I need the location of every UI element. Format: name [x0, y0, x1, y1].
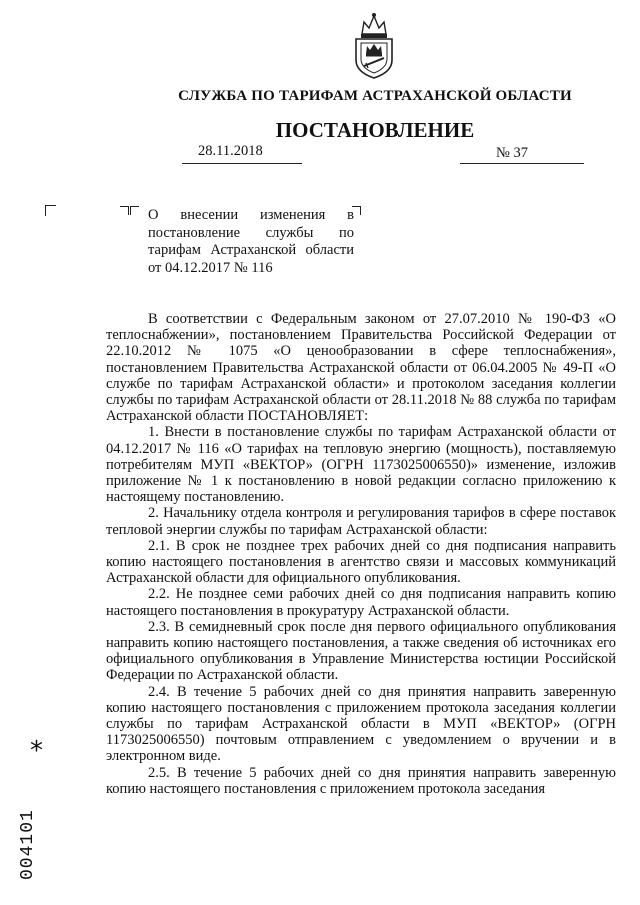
subject-line: тарифам Астраханской области	[148, 242, 354, 258]
subclause-paragraph: 2.2. Не позднее семи рабочих дней со дня подписания направить копию настоящего постановления в прокуратуру Астраханской области.	[106, 586, 616, 619]
subject-line: О внесении изменения в	[148, 207, 354, 223]
margin-asterisk: *	[30, 736, 43, 766]
margin-serial-number: 004101	[18, 809, 38, 880]
subclause-paragraph: 2.5. В течение 5 рабочих дней со дня принятия направить заверенную копию настоящего постановления с приложением протокола заседания	[106, 764, 616, 797]
document-body	[106, 311, 616, 797]
document-type-title: ПОСТАНОВЛЕНИЕ	[275, 118, 475, 142]
subject-bracket-open-inner	[130, 206, 139, 215]
document-subject	[148, 207, 354, 277]
organization-name: СЛУЖБА ПО ТАРИФАМ АСТРАХАНСКОЙ ОБЛАСТИ	[178, 88, 572, 104]
clause-paragraph: 2. Начальнику отдела контроля и регулирования тарифов в сфере поставок тепловой энергии службы по тарифам Астраханской области:	[106, 505, 616, 538]
subject-bracket-open	[120, 206, 129, 215]
subclause-paragraph: 2.1. В срок не позднее трех рабочих дней со дня подписания направить копию настоящего постановления в агентство связи и массовых коммуникаций Астраханской области для официального опубликования.	[106, 537, 616, 587]
clause-paragraph: 1. Внести в постановление службы по тарифам Астраханской области от 04.12.2017 № 116 «О тарифах на тепловую энергию (мощность), поставляемую потребителям МУП «ВЕКТОР» (ОГРН 1173025006550)» изменение, изложив приложение № 1 к постановлению в новой редакции согласно приложению к настоящему постановлению.	[106, 424, 616, 506]
subclause-paragraph: 2.4. В течение 5 рабочих дней со дня принятия направить заверенную копию настоящего постановления с приложением протокола заседания коллегии службы по тарифам Астраханской области в МУП «ВЕКТОР» (ОГРН 1173025006550) почтовым отправлением с уведомлением о вручении и в электронном виде.	[106, 683, 616, 765]
document-number: № 37	[496, 145, 528, 161]
preamble-paragraph: В соответствии с Федеральным законом от 27.07.2010 № 190-ФЗ «О теплоснабжении», постановлением Правительства Российской Федерации от 22.10.2012 № 1075 «О ценообразовании в сфере теплоснабжения», постановлением Правительства Астраханской области от 06.04.2005 № 49-П «О службе по тарифам Астраханской области» и протоколом заседания коллегии службы по тарифам Астраханской области от 28.11.2018 № 88 служба по тарифам Астраханской области ПОСТАНОВЛЯЕТ:	[106, 311, 616, 425]
document-date: 28.11.2018	[198, 143, 263, 159]
coat-of-arms-emblem	[344, 8, 404, 80]
subclause-paragraph: 2.3. В семидневный срок после дня первого официального опубликования направить копию настоящего постановления, а также сведения об источниках его официального опубликования в Управление Министерства юстиции Российской Федерации по Астраханской области.	[106, 618, 616, 684]
subject-line: постановление службы по	[148, 224, 354, 241]
date-underline	[182, 163, 302, 164]
number-underline	[460, 163, 584, 164]
corner-bracket-mark	[45, 205, 56, 216]
subject-line: от 04.12.2017 № 116	[148, 259, 273, 276]
